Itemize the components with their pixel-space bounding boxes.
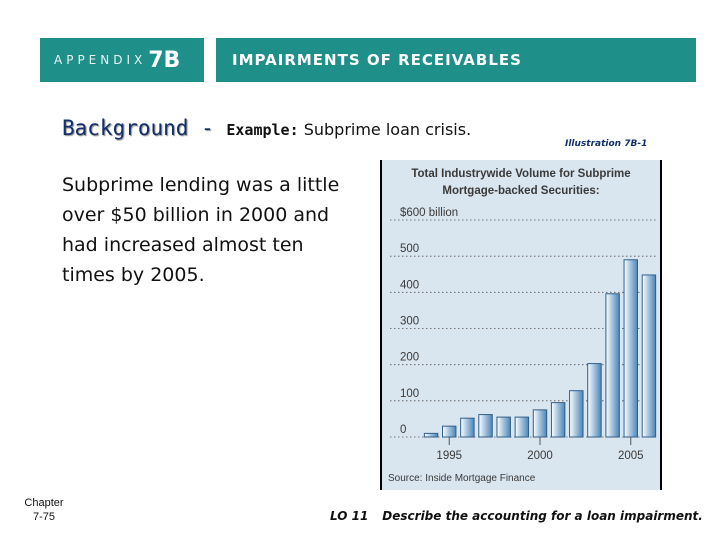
illustration-label: Illustration 7B-1 — [565, 139, 648, 149]
bar-1999 — [515, 417, 528, 437]
bar-1998 — [497, 417, 510, 437]
bar-2002 — [570, 391, 583, 437]
bar-2005 — [624, 260, 637, 437]
y-tick-label-0: 0 — [400, 424, 407, 436]
example-text: Subprime loan crisis. — [298, 120, 472, 139]
subprime-volume-chart — [380, 160, 662, 490]
headline-dash: - — [188, 116, 227, 140]
bar-2006 — [642, 275, 655, 437]
slide-headline — [62, 116, 471, 140]
lo-number: LO 11 — [330, 509, 369, 523]
bar-2001 — [551, 403, 564, 437]
chart-source: Source: Inside Mortgage Finance — [388, 473, 536, 484]
y-tick-label-100: 100 — [400, 387, 420, 400]
x-tick-label-2000: 2000 — [527, 450, 553, 462]
bar-1997 — [479, 415, 492, 437]
example-label: Example: — [226, 121, 299, 139]
chart-y-ticks — [400, 207, 458, 436]
chart-bars — [424, 260, 655, 437]
appendix-tab — [40, 38, 216, 82]
y-tick-label-300: 300 — [400, 315, 420, 328]
learning-objective-footer — [330, 509, 703, 523]
chart-canvas — [382, 160, 660, 490]
chart-title-line-1: Total Industrywide Volume for Subprime — [411, 168, 631, 180]
bar-2004 — [606, 294, 619, 437]
x-tick-label-1995: 1995 — [436, 450, 463, 462]
bar-2003 — [588, 364, 601, 437]
chapter-page: 7-75 — [32, 511, 56, 523]
appendix-number: 7B — [148, 47, 181, 73]
banner-title-area — [216, 38, 696, 82]
y-tick-label-200: 200 — [400, 351, 420, 364]
y-tick-label-600: $600 billion — [400, 207, 459, 219]
bar-1995 — [443, 426, 456, 437]
y-tick-label-500: 500 — [400, 243, 420, 256]
chart-title-line-2: Mortgage-backed Securities: — [442, 185, 600, 197]
banner-title: IMPAIRMENTS OF RECEIVABLES — [232, 51, 522, 69]
bar-1994 — [424, 433, 437, 437]
bar-2000 — [533, 410, 546, 437]
chapter-label — [20, 496, 68, 524]
appendix-banner — [40, 38, 696, 82]
y-tick-label-400: 400 — [400, 279, 420, 292]
bar-1996 — [461, 418, 474, 437]
appendix-word: APPENDIX — [54, 53, 147, 67]
chart-x-ticks — [436, 437, 643, 462]
body-paragraph: Subprime lending was a little over $50 billion in 2000 and had increased almost ten times by 2005. — [62, 174, 340, 286]
chapter-word: Chapter — [24, 497, 64, 509]
x-tick-label-2005: 2005 — [617, 450, 644, 462]
background-heading: Background — [62, 116, 189, 140]
lo-description: Describe the accounting for a loan impairment. — [382, 509, 703, 523]
